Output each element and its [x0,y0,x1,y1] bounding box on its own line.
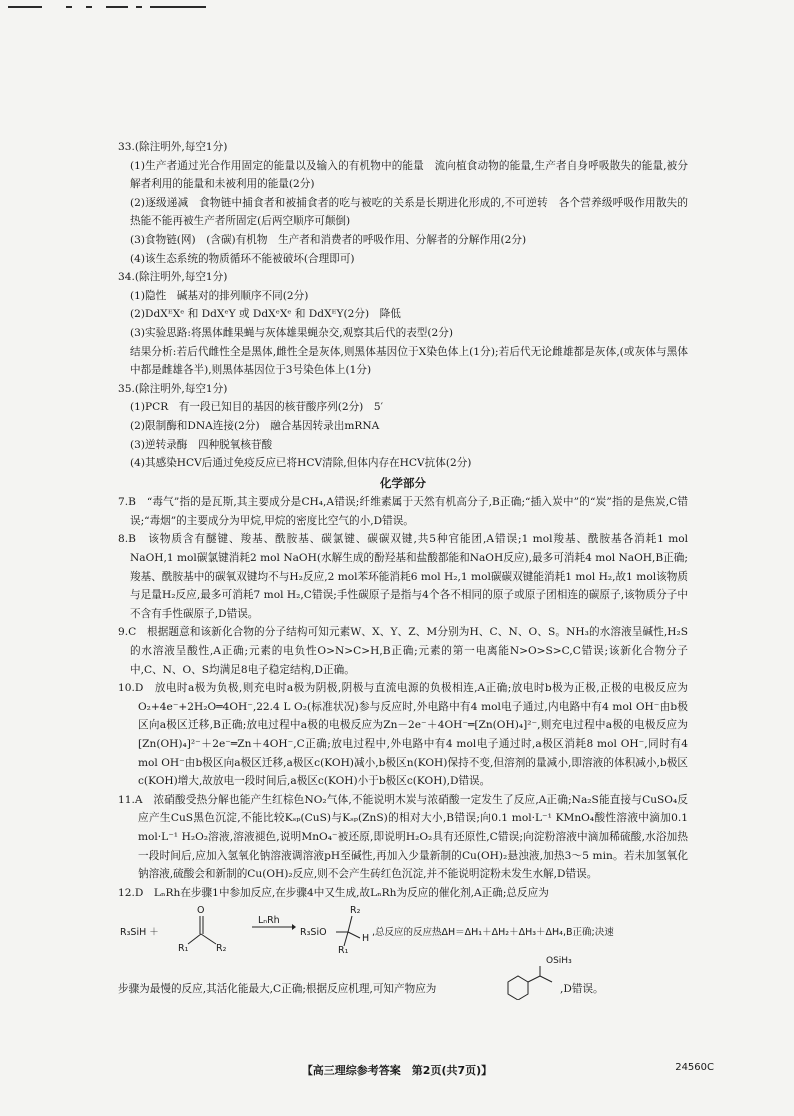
q34-head: 34.(除注明外,每空1分) [118,271,228,284]
product-osih3-label: OSiH₃ [546,956,572,967]
product-silyl-ether: R₃SiO [300,927,327,939]
answer-content [118,138,688,1000]
q8-answer: 8.B 该物质含有醚键、羧基、酰胺基、碳氯键、碳碳双键,共5种官能团,A错误;1 mol羧基、酰胺基各消耗1 mol NaOH,1 mol碳氯键消耗2 mol NaOH(水解生成的酚羟基和盐酸都能和NaOH反应),最多可消耗4 mol NaOH,B正确;羧基、酰胺基中的碳氧双键均不与H₂反应,2 mol苯环能消耗6 mol H₂,1 mol碳碳双键能消耗1 mol H₂,故1 mol该物质与足量H₂反应,最多可消耗7 mol H₂,C错误;手性碳原子是指与4个各不相同的原子或原子团相连的碳原子,该物质分子中不含有手性碳原子,D错误。 [118,533,688,620]
q33-line-4: (4)该生态系统的物质循环不能被破坏(合理即可) [130,252,355,265]
q35-line-3: (3)逆转录酶 四种脱氧核苷酸 [130,438,273,451]
q34-line-2: (2)DdXᴱXᵉ 和 DdXᵉY 或 DdXᵉXᵉ 和 DdXᴱY(2分) 降低 [130,308,401,321]
q33-head: 33.(除注明外,每空1分) [118,141,228,153]
q33-line-3: (3)食物链(网) (含碳)有机物 生产者和消费者的呼吸作用、分解者的分解作用(2分) [130,233,527,246]
product-hydrogen: H [362,933,370,945]
q35-line-4: (4)其感染HCV后通过免疫反应已将HCV清除,但体内存在HCV抗体(2分) [130,457,472,470]
product-r2: R₂ [350,905,361,917]
total-reaction-equation [118,902,688,956]
q12-last-text: 步骤为最慢的反应,其活化能最大,C正确;根据反应机理,可知产物应为 [118,983,437,996]
ketone-structure [180,906,250,952]
ketone-oxygen: O [197,905,205,917]
reaction-arrow-icon [252,922,296,932]
q9-answer: 9.C 根据题意和该新化合物的分子结构可知元素W、X、Y、Z、M分别为H、C、N、O、S。NH₃的水溶液呈碱性,H₂S的水溶液呈酸性,A正确;元素的电负性O>N>C>H,B正确;元素的第一电离能N>O>S>C,C错误;该新化合物分子中,C、N、O、S均满足8电子稳定结构,D正确。 [118,626,688,676]
q34-line-1: (1)隐性 碱基对的排列顺序不同(2分) [130,289,309,302]
scan-top-marks [8,6,208,14]
q12-last-end: ,D错误。 [560,983,604,996]
reaction-heat-text: ,总反应的反应热ΔH＝ΔH₁＋ΔH₂＋ΔH₃＋ΔH₄,B正确;决速 [372,927,614,939]
q11-answer: 11.A 浓硝酸受热分解也能产生红棕色NO₂气体,不能说明木炭与浓硝酸一定发生了反应,A正确;Na₂S能直接与CuSO₄反应产生CuS黑色沉淀,不能比较Kₛₚ(CuS)与Kₛₚ(ZnS)的相对大小,B错误;向0.1 mol·L⁻¹ KMnO₄酸性溶液中滴加0.1 mol·L⁻¹ H₂O₂溶液,溶液褪色,说明MnO₄⁻被还原,即说明H₂O₂具有还原性,C错误;向淀粉溶液中滴加稀硫酸,水浴加热一段时间后,应加入氢氧化钠溶液调溶液pH至碱性,再加入少量新制的Cu(OH)₂悬浊液,加热3～5 min。若未加氢氧化钠溶液,硫酸会和新制的Cu(OH)₂反应,则不会产生砖红色沉淀,并不能说明淀粉未发生水解,D错误。 [118,793,688,881]
q33-line-2: (2)逐级递减 食物链中捕食者和被捕食者的吃与被吃的关系是长期进化形成的,不可逆转 各个营养级呼吸作用散失的热能不能再被生产者所固定(后两空顺序可颠倒) [130,196,688,228]
q10-answer: 10.D 放电时a极为负极,则充电时a极为阴极,阴极与直流电源的负极相连,A正确;放电时b极为正极,正极的电极反应为O₂+4e⁻+2H₂O═4OH⁻,22.4 L O₂(标准状况)参与反应时,外电路中有4 mol电子通过,内电路中有4 mol OH⁻由b极区向a极区迁移,B正确;放电过程中a极的电极反应为Zn－2e⁻＋4OH⁻═[Zn(OH)₄]²⁻,则充电过程中a极的电极反应为[Zn(OH)₄]²⁻＋2e⁻═Zn＋4OH⁻,C正确;放电过程中,外电路中有4 mol电子通过时,a极区消耗8 mol OH⁻,同时有4 mol OH⁻由b极区向a极区迁移,a极区c(KOH)减小,b极区n(KOH)保持不变,但溶剂的量减小,即溶液的体积减小,b极区c(KOH)增大,故放电一段时间后,a极区c(KOH)小于b极区c(KOH),D错误。 [118,682,688,788]
q33-line-1: (1)生产者通过光合作用固定的能量以及输入的有机物中的能量 流向植食动物的能量,生产者自身呼吸散失的能量,被分解者利用的能量和未被利用的能量(2分) [130,159,688,191]
ketone-r1: R₁ [178,943,189,955]
q35-line-1: (1)PCR 有一段已知目的基因的核苷酸序列(2分) 5′ [130,401,384,414]
q12-last-line [118,956,688,1000]
chemistry-section-title: 化学部分 [380,475,426,490]
page-footer: 【高三理综参考答案 第2页(共7页)】 [301,1064,493,1077]
catalyst-label: LₙRh [258,915,280,927]
q35-head: 35.(除注明外,每空1分) [118,382,228,395]
document-code: 24560C [675,1062,714,1073]
q34-line-4: 结果分析:若后代雌性全是黑体,雌性全是灰体,则黑体基因位于X染色体上(1分);若后代无论雌雄都是灰体,(或灰体与黑体中都是雌雄各半),则黑体基因位于3号染色体上(1分) [130,345,688,377]
product-r1: R₁ [338,945,349,957]
q7-answer: 7.B “毒气”指的是瓦斯,其主要成分是CH₄,A错误;纤维素属于天然有机高分子,B正确;“插入炭中”的“炭”指的是焦炭,C错误;“毒烟”的主要成分为甲烷,甲烷的密度比空气的小,D错误。 [118,496,688,527]
q12-line-1: 12.D LₙRh在步骤1中参加反应,在步骤4中又生成,故LₙRh为反应的催化剂,A正确;总反应为 [118,886,549,899]
reactant-silane: R₃SiH ＋ [120,927,159,939]
q35-line-2: (2)限制酶和DNA连接(2分) 融合基因转录出mRNA [130,419,380,432]
ketone-r2: R₂ [216,943,227,955]
q34-line-3: (3)实验思路:将黑体雌果蝇与灰体雄果蝇杂交,观察其后代的表型(2分) [130,326,453,339]
